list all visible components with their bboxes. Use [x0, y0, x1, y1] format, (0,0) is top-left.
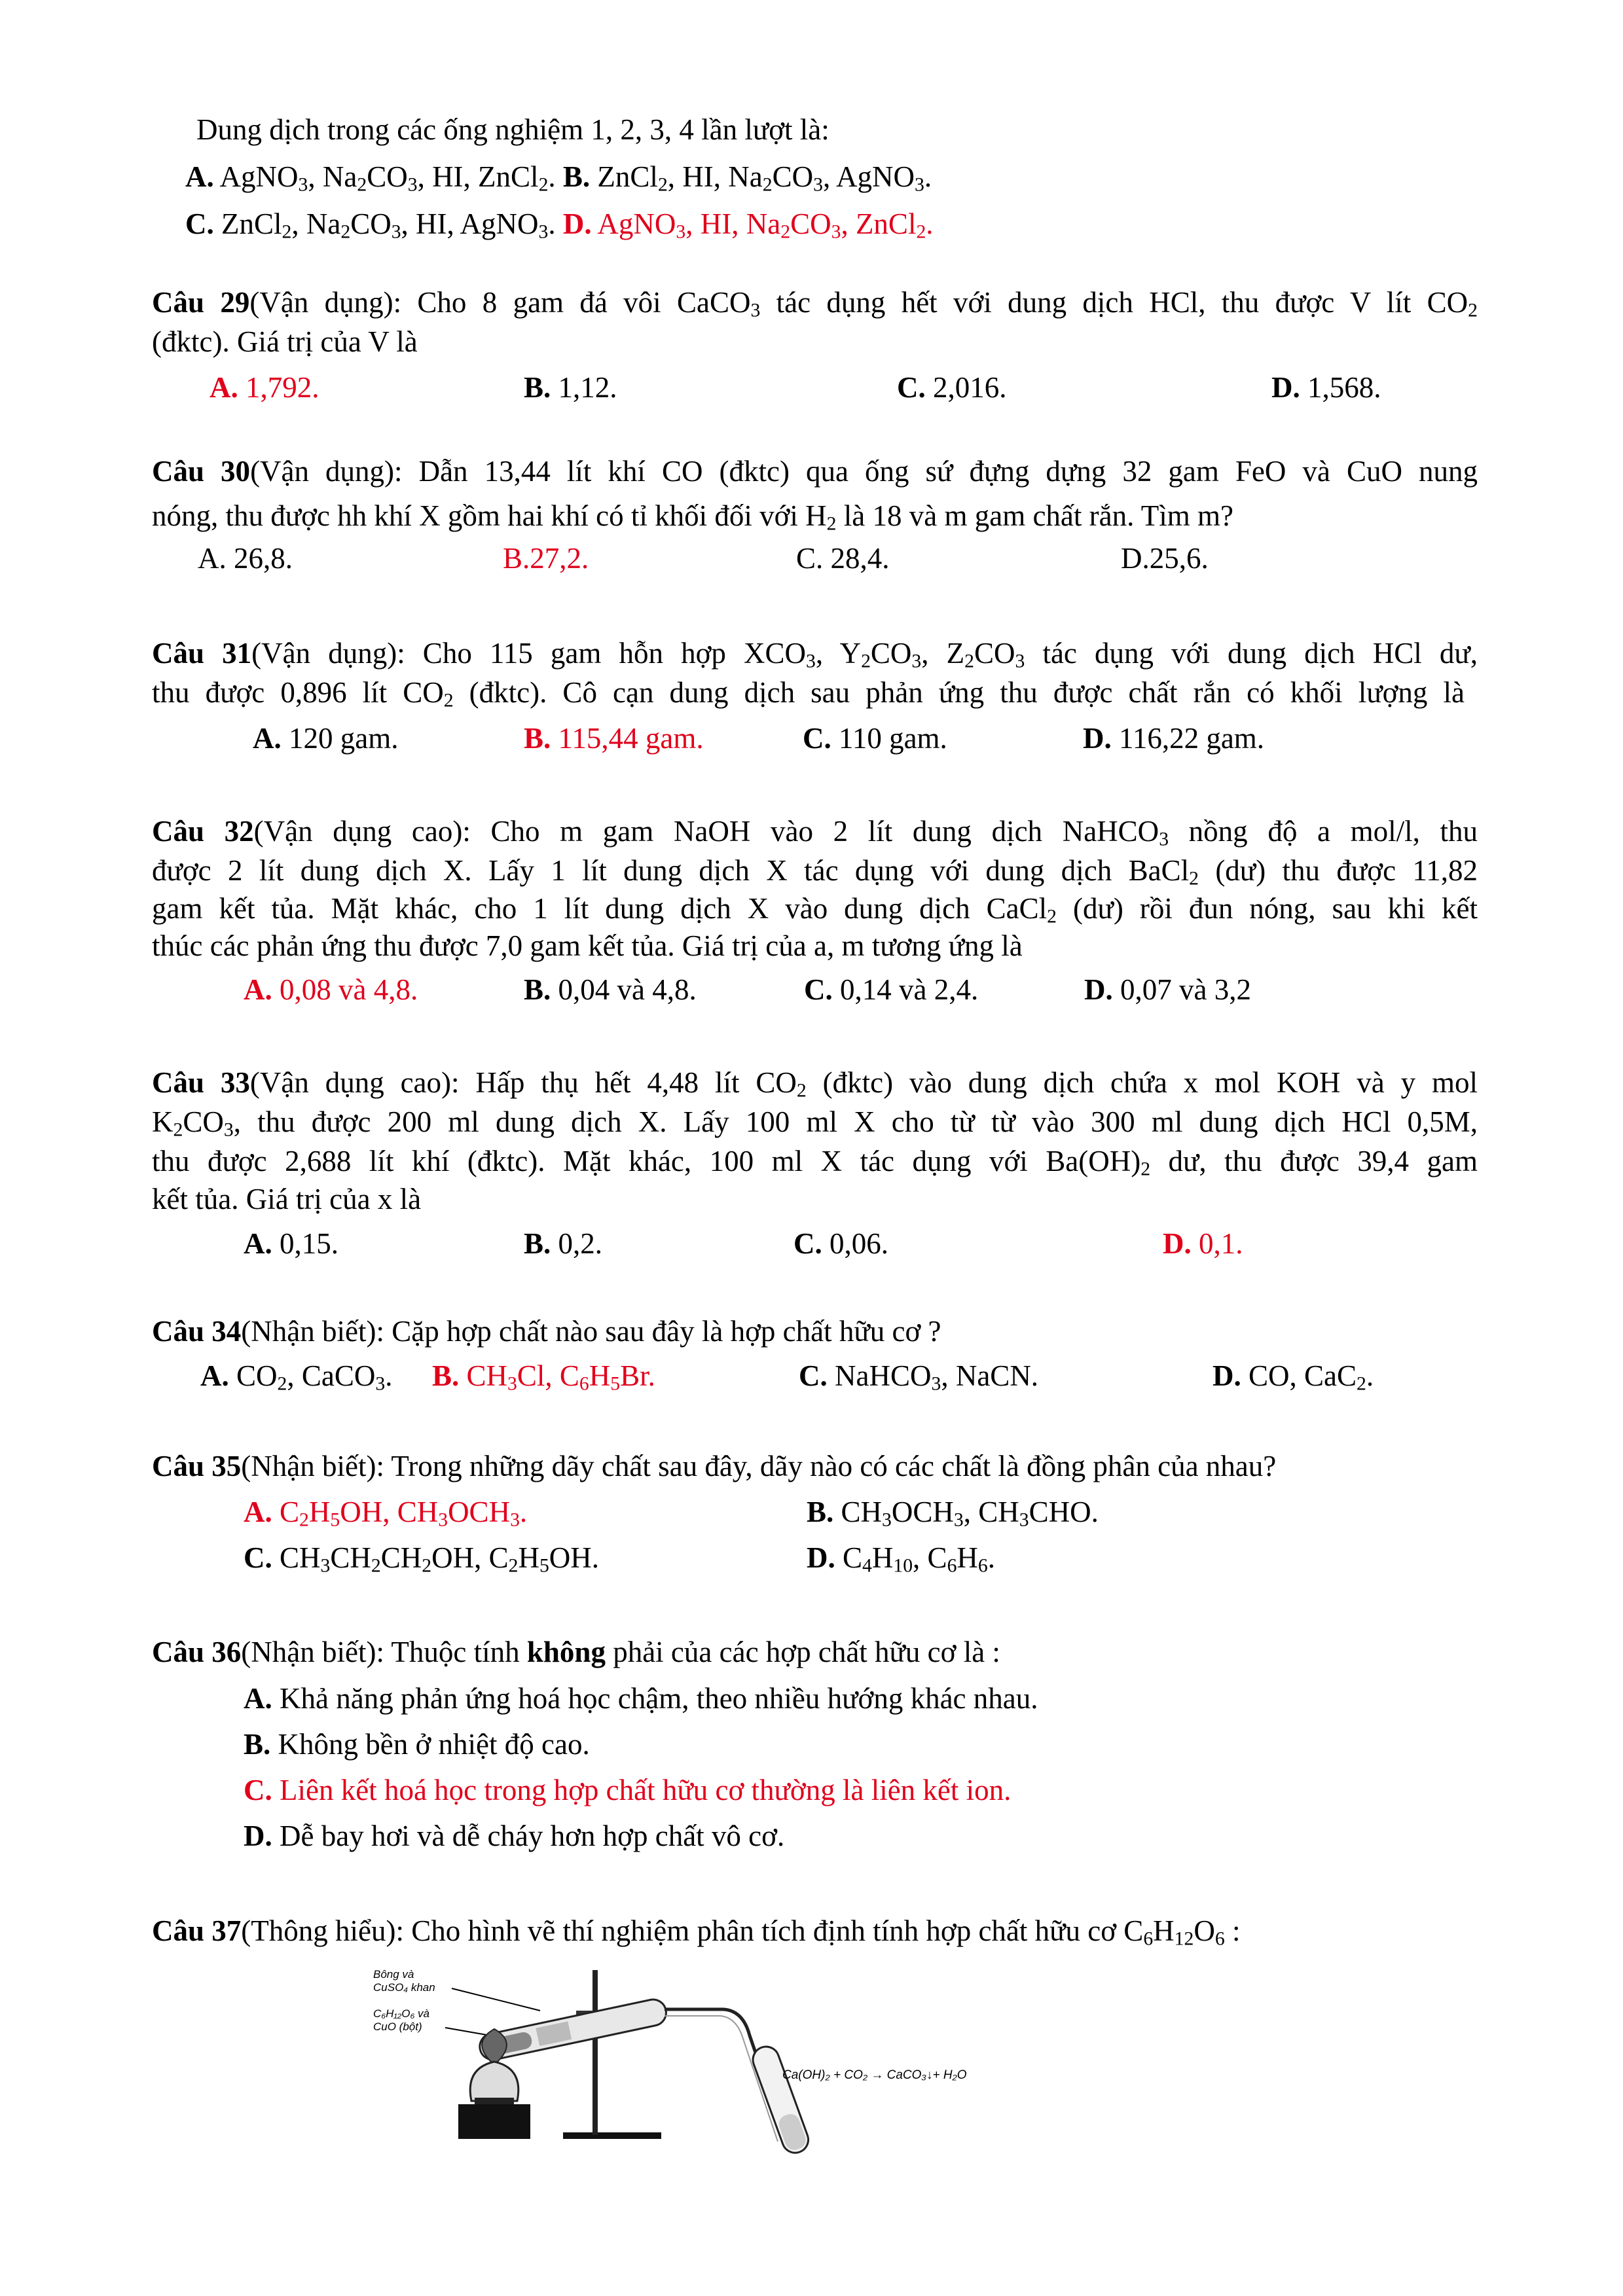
option-b-text: ZnCl$_2$, HI, $Na_2CO_3$, AgNO$_3$. — [597, 160, 932, 196]
q31-option-c[interactable]: C. 110 gam. — [803, 722, 947, 755]
intro-prompt: Dung dịch trong các ống nghiệm 1, 2, 3, 4 lần lượt là: — [196, 113, 830, 146]
q34-stem: (Nhận biết): Cặp hợp chất nào sau đây là hợp chất hữu cơ ? — [241, 1315, 941, 1348]
q35-option-d[interactable]: D. $C_4H_{10}$, $C_6H_6$. — [807, 1541, 995, 1577]
q35-option-c[interactable]: C. $CH_3CH_2CH_2OH$, $C_2H_5OH$. — [244, 1541, 600, 1577]
q29-stem: (Vận dụng): Cho 8 gam đá vôi CaCO$_3$ tác dụng hết với dung dịch HCl, thu được V lít $CO_2$ — [249, 286, 1478, 321]
q32-option-c[interactable]: C. 0,14 và 2,4. — [804, 973, 979, 1006]
intro-option-row-1 — [185, 157, 932, 196]
q33-option-b[interactable]: B. 0,2. — [524, 1227, 603, 1260]
question-number: Câu 35 — [152, 1450, 242, 1482]
option-b-letter: B. — [562, 160, 591, 193]
q31-line-1 — [152, 634, 1478, 673]
q33-option-a[interactable]: A. 0,15. — [244, 1227, 338, 1260]
q30-line-2: nóng, thu được hh khí X gồm hai khí có tỉ khối đối với $H_2$ là 18 và m gam chất rắn. Tìm m? — [152, 499, 1234, 535]
q34-line-1 — [152, 1312, 941, 1351]
option-d-letter: D. — [562, 207, 592, 240]
q35-option-a[interactable]: A. $C_2H_5OH$, $CH_3OCH_3$. — [244, 1496, 528, 1531]
q33-stem: (Vận dụng cao): Hấp thụ hết 4,48 lít $CO_2$ (đktc) vào dung dịch chứa x mol KOH và y mol — [249, 1066, 1478, 1102]
q29-line-2: (đktc). Giá trị của V là — [152, 325, 418, 358]
q30-option-d[interactable]: D.25,6. — [1121, 542, 1209, 575]
q31-stem: (Vận dụng): Cho 115 gam hỗn hợp $XCO_3$, $Y_2CO_3$, $Z_2CO_3$ tác dụng với dung dịch HCl dư, — [251, 637, 1478, 672]
q32-option-b[interactable]: B. 0,04 và 4,8. — [524, 973, 697, 1006]
q34-option-a[interactable]: A. $CO_2$, CaCO$_3$. — [200, 1359, 393, 1395]
q33-line-1 — [152, 1063, 1478, 1102]
q33-line-2: $K_2CO_3$, thu được 200 ml dung dịch X. Lấy 100 ml X cho từ từ vào 300 ml dung dịch HCl 0,5M, — [152, 1105, 1478, 1141]
option-c-text: ZnCl$_2$, $Na_2CO_3$, HI, AgNO$_3$. — [221, 207, 556, 243]
q37-line-1 — [152, 1911, 1240, 1950]
question-number: Câu 31 — [152, 637, 252, 670]
q36-line-1: Câu 36(Nhận biết): Thuộc tính không phải của các hợp chất hữu cơ là : — [152, 1636, 1000, 1668]
emphasis-not: không — [526, 1636, 606, 1668]
q29-line-1 — [152, 283, 1478, 322]
q29-option-d[interactable]: D. 1,568. — [1271, 371, 1381, 404]
label-cuo: CuO (bột) — [373, 2020, 422, 2033]
q34-option-c[interactable]: C. NaHCO$_3$, NaCN. — [799, 1359, 1039, 1395]
q29-option-c[interactable]: C. 2,016. — [897, 371, 1007, 404]
question-number: Câu 36 — [152, 1636, 242, 1668]
q32-line-3: gam kết tủa. Mặt khác, cho 1 lít dung dịch X vào dung dịch CaCl$_2$ (dư) rồi đun nóng, sau khi kết — [152, 892, 1478, 927]
q30-option-a[interactable]: A. 26,8. — [198, 542, 293, 575]
question-number: Câu 30 — [152, 455, 251, 488]
q29-option-b[interactable]: B. 1,12. — [524, 371, 617, 404]
label-pointer-1 — [452, 1988, 540, 2011]
q30-option-c[interactable]: C. 28,4. — [796, 542, 890, 575]
option-a-letter: A. — [185, 160, 214, 193]
q36-option-c[interactable]: C. Liên kết hoá học trong hợp chất hữu cơ thường là liên kết ion. — [244, 1774, 1012, 1806]
q35-option-b[interactable]: B. $CH_3OCH_3$, $CH_3CHO$. — [807, 1496, 1099, 1531]
question-number: Câu 33 — [152, 1066, 250, 1099]
test-tube — [477, 1997, 668, 2062]
stand-base — [563, 2132, 661, 2139]
q36-option-d[interactable]: D. Dễ bay hơi và dễ cháy hơn hợp chất vô cơ. — [244, 1820, 785, 1852]
q36-option-a[interactable]: A. Khả năng phản ứng hoá học chậm, theo nhiều hướng khác nhau. — [244, 1682, 1038, 1715]
q33-line-4: kết tủa. Giá trị của x là — [152, 1183, 422, 1215]
q37-stem: (Thông hiểu): Cho hình vẽ thí nghiệm phân tích định tính hợp chất hữu cơ $C_6H_{12}O_6$ : — [241, 1914, 1241, 1950]
q34-option-b[interactable]: B. $CH_3Cl$, $C_6H_5Br$. — [432, 1359, 655, 1395]
q31-line-2: thu được 0,896 lít $CO_2$ (đktc). Cô cạn dung dịch sau phản ứng thu được chất rắn có khối lượng là — [152, 676, 1465, 711]
q34-option-d[interactable]: D. CO, CaC$_2$. — [1213, 1359, 1374, 1395]
q32-option-a[interactable]: A. 0,08 và 4,8. — [244, 973, 418, 1006]
q30-stem: (Vận dụng): Dẫn 13,44 lít khí CO (đktc) qua ống sứ đựng dựng 32 gam FeO và CuO nung — [250, 455, 1478, 488]
option-d-text: AgNO$_3$, HI, $Na_2CO_3$, ZnCl$_2$. — [597, 207, 934, 243]
reaction-equation: Ca(OH)₂ + CO₂ → CaCO₃↓+ H₂O — [782, 2068, 967, 2082]
question-number: Câu 37 — [152, 1914, 242, 1947]
q33-option-c[interactable]: C. 0,06. — [793, 1227, 888, 1260]
lamp-box — [458, 2104, 530, 2139]
label-cuso4: CuSO₄ khan — [373, 1981, 435, 1994]
receiving-tube — [749, 2043, 812, 2156]
q32-stem: (Vận dụng cao): Cho m gam NaOH vào 2 lít dung dịch NaHCO$_3$ nồng độ a mol/l, thu — [253, 815, 1478, 850]
q32-line-4: thúc các phản ứng thu được 7,0 gam kết tủa. Giá trị của a, m tương ứng là — [152, 929, 1023, 962]
question-number: Câu 32 — [152, 815, 254, 848]
label-glucose: C₆H₁₂O₆ và — [373, 2007, 429, 2020]
q31-option-d[interactable]: D. 116,22 gam. — [1083, 722, 1265, 755]
q35-stem: (Nhận biết): Trong những dãy chất sau đây, dãy nào có các chất là đồng phân của nhau? — [241, 1450, 1277, 1482]
q32-line-2: được 2 lít dung dịch X. Lấy 1 lít dung dịch X tác dụng với dung dịch BaCl$_2$ (dư) thu được 11,82 — [152, 854, 1478, 889]
q31-option-a[interactable]: A. 120 gam. — [253, 722, 399, 755]
q33-option-d[interactable]: D. 0,1. — [1163, 1227, 1243, 1260]
q32-line-1 — [152, 812, 1478, 851]
experiment-figure — [367, 1964, 995, 2160]
intro-option-row-2 — [185, 204, 934, 243]
stand-rod — [593, 1970, 598, 2135]
q35-line-1 — [152, 1446, 1276, 1486]
option-a-text: AgNO$_3$, $Na_2CO_3$, HI, ZnCl$_2$. — [219, 160, 556, 196]
q31-option-b[interactable]: B. 115,44 gam. — [524, 722, 704, 755]
q30-line-1 — [152, 452, 1478, 491]
q29-option-a[interactable]: A. 1,792. — [210, 371, 319, 404]
label-cotton: Bông và — [373, 1968, 414, 1981]
option-c-letter: C. — [185, 207, 214, 240]
question-number: Câu 29 — [152, 286, 250, 319]
q36-option-b[interactable]: B. Không bền ở nhiệt độ cao. — [244, 1728, 590, 1761]
q32-option-d[interactable]: D. 0,07 và 3,2 — [1084, 973, 1251, 1006]
question-number: Câu 34 — [152, 1315, 242, 1348]
q33-line-3: thu được 2,688 lít khí (đktc). Mặt khác, 100 ml X tác dụng với $Ba(OH)_2$ dư, thu được 39,4 gam — [152, 1145, 1478, 1180]
q30-option-b[interactable]: B.27,2. — [503, 542, 589, 575]
